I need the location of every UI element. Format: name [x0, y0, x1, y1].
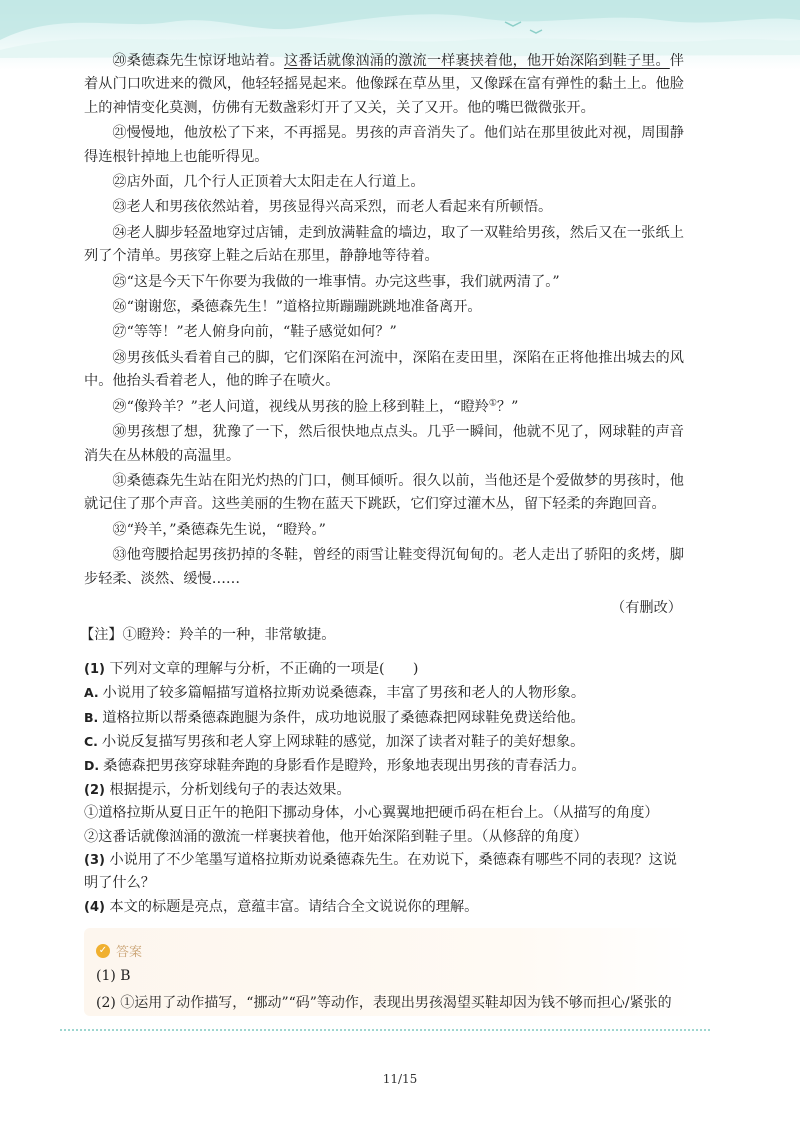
paragraph-23: ㉓老人和男孩依然站着，男孩显得兴高采烈，而老人看起来有所顿悟。 — [112, 199, 553, 216]
question-3-number: (3) — [84, 853, 105, 868]
paragraph-20-end: 伴着从门口吹进来的微风，他轻轻摇晃起来。他像踩在草丛里，又像踩在富有弹性的黏土上。他脸上的神情变化莫测，仿佛有无数盏彩灯开了又关，关了又开。他的嘴巴微微张开。 — [84, 53, 684, 116]
option-a — [84, 681, 684, 705]
paragraph-29-start: ㉙“像羚羊？”老人问道，视线从男孩的脸上移到鞋上，“瞪羚 — [112, 398, 489, 415]
option-b-key: B. — [84, 709, 99, 725]
paragraph-24: ㉔老人脚步轻盈地穿过店铺，走到放满鞋盒的墙边，取了一双鞋给男孩，然后又在一张纸上列了个清单。男孩穿上鞋之后站在那里，静静地等待着。 — [84, 224, 684, 265]
question-2-text: 根据提示，分析划线句子的表达效果。 — [109, 781, 351, 798]
option-b — [84, 706, 684, 730]
question-1-text: 下列对文章的理解与分析，不正确的一项是( ) — [109, 660, 419, 677]
answer-label: 答案 — [116, 945, 143, 960]
question-2 — [84, 779, 684, 802]
paragraph-25: ㉕“这是今天下午你要为我做的一堆事情。办完这些事，我们就两清了。” — [112, 273, 560, 290]
question-2-number: (2) — [84, 782, 105, 798]
source-note: （有删改） — [611, 599, 682, 616]
option-d-key: D. — [84, 758, 100, 774]
underlined-sentence: 这番话就像汹涌的激流一样裹挟着他，他开始深陷到鞋子里。 — [283, 53, 670, 69]
option-a-key: A. — [84, 685, 99, 701]
question-3 — [84, 849, 684, 896]
answer-line-2: (2) ①运用了动作描写，“挪动”“码”等动作，表现出男孩渴望买鞋却因为钱不够而担心/紧张的 — [96, 995, 672, 1011]
option-b-text: 道格拉斯以帮桑德森跑腿为条件，成功地说服了桑德森把网球鞋免费送给他。 — [102, 709, 585, 726]
paragraph-33: ㉝他弯腰拾起男孩扔掉的冬鞋，曾经的雨雪让鞋变得沉甸甸的。老人走出了骄阳的炙烤，脚步轻柔、淡然、缓慢…… — [84, 547, 684, 587]
paragraph-26: ㉖“谢谢您，桑德森先生！”道格拉斯蹦蹦跳跳地准备离开。 — [112, 299, 482, 316]
paragraph-21: ㉑慢慢地，他放松了下来，不再摇晃。男孩的声音消失了。他们站在那里彼此对视，周围静得连根针掉地上也能听得见。 — [84, 125, 684, 165]
option-c-text: 小说反复描写男孩和老人穿上网球鞋的感觉，加深了读者对鞋子的美好想象。 — [101, 733, 585, 750]
answer-header — [96, 941, 142, 960]
question-2-item-2: ②这番话就像汹涌的激流一样裹挟着他，他开始深陷到鞋子里。（从修辞的角度） — [84, 828, 588, 845]
question-1 — [84, 658, 684, 681]
paragraph-27: ㉗“等等！”老人俯身向前，“鞋子感觉如何？” — [112, 324, 397, 341]
question-4 — [84, 896, 684, 919]
paragraph-28: ㉘男孩低头看着自己的脚，它们深陷在河流中，深陷在麦田里，深陷在正将他推出城去的风中。他抬头看着老人，他的眸子在喷火。 — [84, 349, 684, 390]
answer-line-1: (1) B — [96, 968, 131, 984]
question-3-text: 小说用了不少笔墨写道格拉斯劝说桑德森先生。在劝说下，桑德森有哪些不同的表现？这说明了什么？ — [84, 852, 677, 892]
option-c — [84, 730, 684, 754]
paragraph-32: ㉜“羚羊，”桑德森先生说，“瞪羚。” — [112, 521, 326, 538]
option-a-text: 小说用了较多篇幅描写道格拉斯劝说桑德森，丰富了男孩和老人的人物形象。 — [102, 685, 586, 702]
question-2-item-1: ①道格拉斯从夏日正午的艳阳下挪动身体，小心翼翼地把硬币码在柜台上。（从描写的角度） — [84, 805, 659, 822]
footnote-marker: ① — [488, 397, 497, 408]
option-c-key: C. — [84, 733, 98, 749]
answer-box — [84, 928, 696, 1016]
question-4-number: (4) — [84, 899, 105, 915]
footnote: 【注】①瞪羚：羚羊的一种，非常敏捷。 — [80, 627, 336, 644]
divider — [60, 1029, 710, 1031]
question-1-number: (1) — [84, 661, 105, 677]
paragraph-29 — [84, 396, 684, 419]
question-4-text: 本文的标题是亮点，意蕴丰富。请结合全文说说你的理解。 — [109, 898, 479, 915]
paragraph-22: ㉒店外面，几个行人正顶着大太阳走在人行道上。 — [112, 174, 425, 191]
checkmark-icon: ✓ — [96, 944, 110, 958]
page-number: 11/15 — [382, 1072, 418, 1086]
paragraph-29-end: ？” — [496, 398, 519, 415]
option-d — [84, 754, 684, 778]
option-d-text: 桑德森把男孩穿球鞋奔跑的身影看作是瞪羚，形象地表现出男孩的青春活力。 — [103, 758, 586, 775]
paragraph-20-start: ⑳桑德森先生惊讶地站着。 — [112, 53, 284, 69]
paragraph-30: ㉚男孩想了想，犹豫了一下，然后很快地点点头。几乎一瞬间，他就不见了，网球鞋的声音消失在丛林般的高温里。 — [84, 424, 684, 464]
paragraph-31: ㉛桑德森先生站在阳光灼热的门口，侧耳倾听。很久以前，当他还是个爱做梦的男孩时，他就记住了那个声音。这些美丽的生物在蓝天下跳跃，它们穿过灌木丛，留下轻柔的奔跑回音。 — [84, 472, 684, 513]
article-body — [80, 50, 684, 919]
paragraph-20 — [84, 50, 684, 120]
